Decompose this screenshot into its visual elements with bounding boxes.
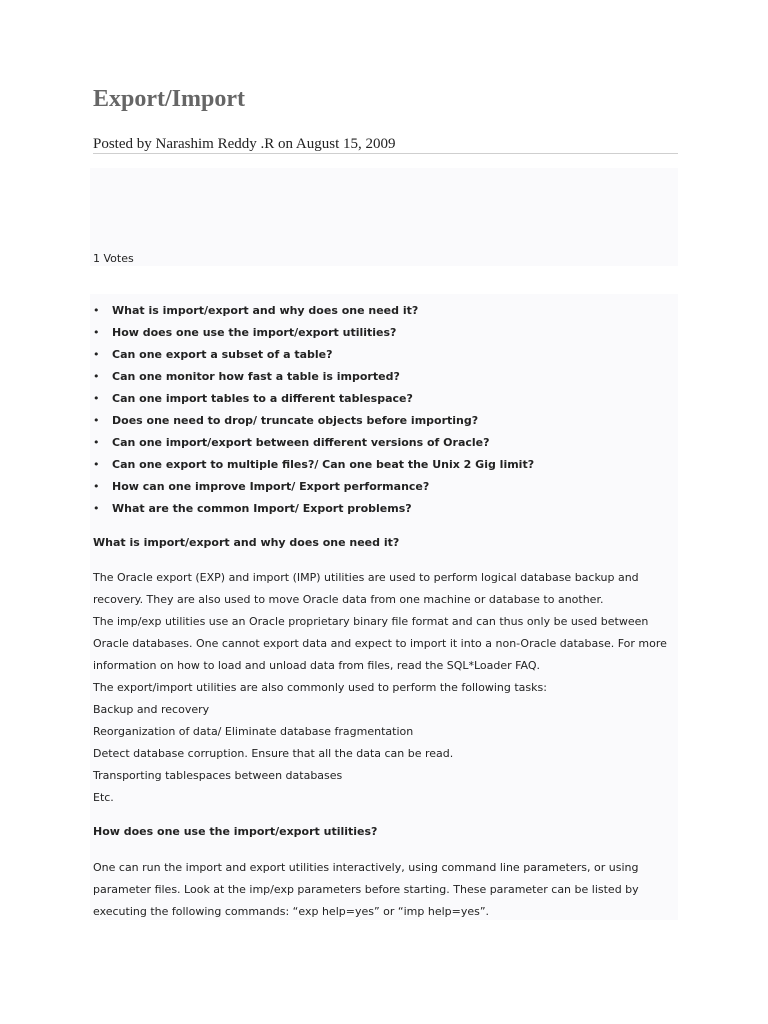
toc-item[interactable]: • What are the common Import/ Export problems? [93,498,534,520]
toc-item[interactable]: • Can one import tables to a different tablespace? [93,388,534,410]
table-of-contents [93,300,534,520]
bullet-icon: • [93,436,100,449]
body-line: Backup and recovery [93,703,210,716]
toc-item[interactable]: • Can one export a subset of a table? [93,344,534,366]
toc-item[interactable]: • Can one export to multiple files?/ Can one beat the Unix 2 Gig limit? [93,454,534,476]
section-body-how-to-use [93,857,639,923]
toc-item[interactable]: • How does one use the import/export utilities? [93,322,534,344]
body-line: The Oracle export (EXP) and import (IMP) utilities are used to perform logical database backup and [93,571,639,584]
section-heading-how-to-use: How does one use the import/export utilities? [93,825,378,838]
toc-item[interactable]: • Does one need to drop/ truncate objects before importing? [93,410,534,432]
section-heading-what-is: What is import/export and why does one need it? [93,536,400,549]
post-title: Export/Import [93,86,245,112]
title-divider [93,153,678,154]
body-line: The imp/exp utilities use an Oracle proprietary binary file format and can thus only be used between [93,615,649,628]
toc-item[interactable]: • Can one monitor how fast a table is imported? [93,366,534,388]
bullet-icon: • [93,326,100,339]
bullet-icon: • [93,304,100,317]
body-line: The export/import utilities are also commonly used to perform the following tasks: [93,681,547,694]
bullet-icon: • [93,348,100,361]
body-line: parameter files. Look at the imp/exp parameters before starting. These parameter can be listed by [93,883,639,896]
body-line: Transporting tablespaces between databases [93,769,343,782]
body-line: information on how to load and unload data from files, read the SQL*Loader FAQ. [93,659,540,672]
body-line: Oracle databases. One cannot export data and expect to import it into a non-Oracle database. For more [93,637,667,650]
body-line: One can run the import and export utilities interactively, using command line parameters, or using [93,861,639,874]
body-line: recovery. They are also used to move Oracle data from one machine or database to another. [93,593,604,606]
bullet-icon: • [93,502,100,515]
body-line: Reorganization of data/ Eliminate database fragmentation [93,725,414,738]
bullet-icon: • [93,414,100,427]
body-line: executing the following commands: “exp help=yes” or “imp help=yes”. [93,905,490,918]
toc-item[interactable]: • Can one import/export between different versions of Oracle? [93,432,534,454]
bullet-icon: • [93,392,100,405]
post-byline: Posted by Narashim Reddy .R on August 15, 2009 [93,136,396,152]
bullet-icon: • [93,370,100,383]
body-line: Etc. [93,791,114,804]
toc-item[interactable]: • What is import/export and why does one need it? [93,300,534,322]
section-body-what-is [93,567,667,809]
vote-count: 1 Votes [93,252,134,265]
rating-panel [90,168,678,266]
toc-item[interactable]: • How can one improve Import/ Export performance? [93,476,534,498]
body-line: Detect database corruption. Ensure that all the data can be read. [93,747,454,760]
bullet-icon: • [93,480,100,493]
bullet-icon: • [93,458,100,471]
